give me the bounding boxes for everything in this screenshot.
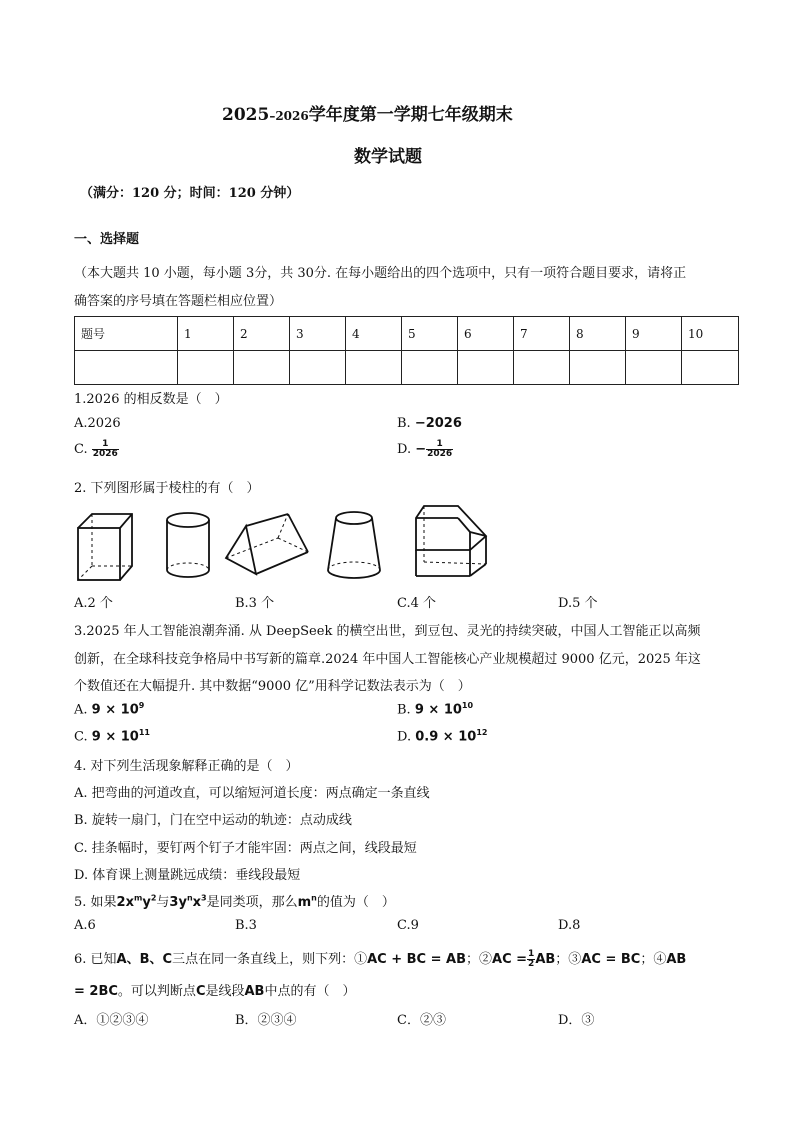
answer-table: [74, 316, 739, 385]
q6-line2-post: 中点的有（ ）: [264, 984, 356, 999]
q3-option-c-prefix: C.: [74, 729, 88, 745]
answer-table-header-row: [75, 317, 739, 351]
q1-option-d-prefix: D.: [397, 442, 412, 457]
title-text: 学年度第一学期七年级期末: [308, 105, 513, 125]
answer-table-number: 6: [458, 317, 514, 351]
answer-cell[interactable]: [290, 351, 346, 385]
q6-line2-mid: 。可以判断点: [117, 984, 196, 999]
answer-table-number: 3: [290, 317, 346, 351]
answer-table-number: 4: [346, 317, 402, 351]
answer-table-label: 题号: [75, 317, 178, 351]
q5-term1-var2: y: [142, 895, 151, 910]
q5-term1-exp2: 2: [150, 893, 157, 903]
q6-points: A、B、C: [116, 952, 173, 967]
q3-option-d-base: 0.9 × 10: [415, 729, 477, 745]
q5-term1: [117, 895, 157, 910]
q4-option-a: A. 把弯曲的河道改直，可以缩短河道长度：两点确定一条直线: [74, 786, 430, 801]
answer-cell[interactable]: [626, 351, 682, 385]
q5-stem-mid: 与: [156, 895, 170, 910]
q3-option-c-base: 9 × 10: [91, 729, 139, 745]
q6-eq3: AC = BC: [581, 952, 641, 967]
q4-option-d: D. 体育课上测量跳远成绩：垂线段最短: [74, 868, 301, 883]
q5-term2-base: 3y: [169, 895, 187, 910]
q5-term1-base: 2x: [116, 895, 134, 910]
exam-subtitle: 数学试题: [354, 147, 422, 167]
q6-option-c: C．②③: [397, 1013, 446, 1028]
q6-line2-mid2: 是线段: [205, 984, 245, 999]
q3-line1: 3.2025 年人工智能浪潮奔涌. 从 DeepSeek 的横空出世，到豆包、灵光的持续突破，中国人工智能正以高频: [74, 624, 701, 639]
q6-segment: AB: [244, 984, 265, 999]
q1-option-c: [74, 440, 119, 459]
q5-option-a: A.6: [74, 918, 96, 933]
q6-point-c: C: [195, 984, 206, 999]
fraction-denominator: 2026: [427, 449, 453, 459]
q3-option-c: [74, 728, 150, 744]
q4-option-c: C. 挂条幅时，要钉两个钉子才能牢固：两点之间，线段最短: [74, 841, 417, 856]
fraction-denominator: 2: [528, 959, 535, 969]
q5-stem-post: 的值为（ ）: [316, 895, 395, 910]
q6-eq4-b: = 2BC: [74, 984, 118, 999]
q5-option-b: B.3: [235, 918, 257, 933]
section-heading: 一、选择题: [74, 232, 140, 247]
q6-eq1: AC + BC = AB: [367, 952, 466, 967]
answer-cell[interactable]: [458, 351, 514, 385]
figure-rectangular-prism: [72, 508, 136, 584]
q1-option-d-fraction: [426, 440, 453, 459]
exam-title: [222, 100, 513, 125]
q5-term3: [298, 895, 317, 910]
answer-table-number: 10: [682, 317, 739, 351]
answer-cell[interactable]: [346, 351, 402, 385]
answer-cell[interactable]: [682, 351, 739, 385]
answer-table-number: 7: [514, 317, 570, 351]
q3-option-c-exponent: 11: [138, 728, 150, 737]
q4-stem: 4. 对下列生活现象解释正确的是（ ）: [74, 759, 299, 774]
exam-meta: （满分：120 分；时间：120 分钟）: [80, 186, 300, 201]
q3-option-b-base: 9 × 10: [414, 702, 462, 718]
q2-option-c: C.4 个: [397, 596, 437, 611]
answer-cell[interactable]: [514, 351, 570, 385]
q1-option-b-value: −2026: [414, 416, 462, 431]
q6-sep2: ；③: [555, 952, 582, 967]
q1-option-d: [397, 440, 453, 459]
figure-cylinder: [160, 508, 216, 584]
q3-line3: 个数值还在大幅提升. 其中数据“9000 亿”用科学记数法表示为（ ）: [74, 679, 471, 694]
figure-pentagonal-prism: [410, 502, 492, 584]
q3-option-d-exponent: 12: [476, 728, 488, 737]
q6-option-d: D．③: [558, 1013, 595, 1028]
q1-option-c-fraction: [92, 440, 119, 459]
q6-eq2-pre: AC =: [492, 952, 528, 967]
answer-table-answer-row: [75, 351, 739, 385]
q2-option-b: B.3 个: [235, 596, 275, 611]
q5-option-d: D.8: [558, 918, 581, 933]
q5-term3-base: m: [297, 895, 312, 910]
q3-line2: 创新，在全球科技竞争格局中书写新的篇章.2024 年中国人工智能核心产业规模超过 9000 亿元，2025 年这: [74, 652, 701, 667]
answer-table-number: 5: [402, 317, 458, 351]
fraction-denominator: 2026: [92, 449, 118, 459]
q6-line1-mid: 三点在同一条直线上，则下列：①: [172, 952, 368, 967]
q3-option-b: [397, 701, 473, 717]
q3-option-b-exponent: 10: [461, 701, 474, 710]
q5-option-c: C.9: [397, 918, 419, 933]
answer-cell-blank: [75, 351, 178, 385]
figure-frustum: [322, 508, 386, 584]
q6-line1-pre: 6. 已知: [74, 952, 117, 967]
q3-option-d-prefix: D.: [397, 729, 412, 745]
q3-option-a-exponent: 9: [138, 701, 145, 710]
fraction-numerator: 1: [426, 440, 453, 450]
q1-option-c-prefix: C.: [74, 442, 88, 457]
q3-option-a-prefix: A.: [74, 702, 88, 718]
q6-sep3: ；④: [640, 952, 667, 967]
q2-option-d: D.5 个: [558, 596, 598, 611]
q3-option-a-base: 9 × 10: [91, 702, 139, 718]
fraction-numerator: 1: [528, 949, 535, 959]
section-instruction-line1: （本大题共 10 小题，每小题 3分，共 30分. 在每小题给出的四个选项中，只有一项符合题目要求，请将正: [74, 266, 687, 281]
q5-term1-exp1: m: [133, 893, 143, 903]
q5-term2-exp1: n: [186, 893, 193, 903]
q5-term2: [169, 895, 206, 910]
answer-table-number: 8: [570, 317, 626, 351]
q2-stem: 2. 下列图形属于棱柱的有（ ）: [74, 481, 260, 496]
q6-sep1: ；②: [466, 952, 493, 967]
answer-table-number: 1: [178, 317, 234, 351]
q5-term3-exp: n: [311, 893, 317, 903]
q5-term2-exp2: 3: [201, 893, 207, 903]
q1-option-b: [397, 416, 462, 431]
q5-term2-var2: x: [192, 895, 202, 910]
answer-cell[interactable]: [178, 351, 234, 385]
fraction-numerator: 1: [92, 440, 119, 450]
section-instruction-line2: 确答案的序号填在答题栏相应位置）: [74, 294, 283, 309]
q4-option-b: B. 旋转一扇门，门在空中运动的轨迹：点动成线: [74, 813, 352, 828]
title-year-range: –2026: [269, 109, 309, 123]
q6-option-a: A．①②③④: [74, 1013, 149, 1028]
q6-option-b: B．②③④: [235, 1013, 297, 1028]
q1-option-d-sign: −: [415, 442, 427, 457]
q1-option-a: A.2026: [74, 416, 121, 431]
q5-stem-pre: 5. 如果: [74, 895, 117, 910]
q3-option-a: [74, 701, 144, 717]
q6-line1: [74, 948, 686, 969]
q6-eq2-post: AB: [535, 952, 556, 967]
q2-option-a: A.2 个: [74, 596, 113, 611]
q5-stem: [74, 891, 395, 910]
q1-option-b-prefix: B.: [397, 416, 411, 431]
q6-eq4-a: AB: [666, 952, 687, 967]
q5-stem-mid2: 是同类项，那么: [206, 895, 298, 910]
answer-cell[interactable]: [402, 351, 458, 385]
title-year: 2025: [222, 105, 270, 125]
figure-triangular-prism: [222, 508, 314, 584]
q1-stem: 1.2026 的相反数是（ ）: [74, 392, 228, 407]
answer-cell[interactable]: [570, 351, 626, 385]
answer-table-number: 2: [234, 317, 290, 351]
answer-table-number: 9: [626, 317, 682, 351]
answer-cell[interactable]: [234, 351, 290, 385]
q3-option-d: [397, 728, 487, 744]
q3-option-b-prefix: B.: [397, 702, 411, 718]
q6-line2: [74, 980, 356, 999]
